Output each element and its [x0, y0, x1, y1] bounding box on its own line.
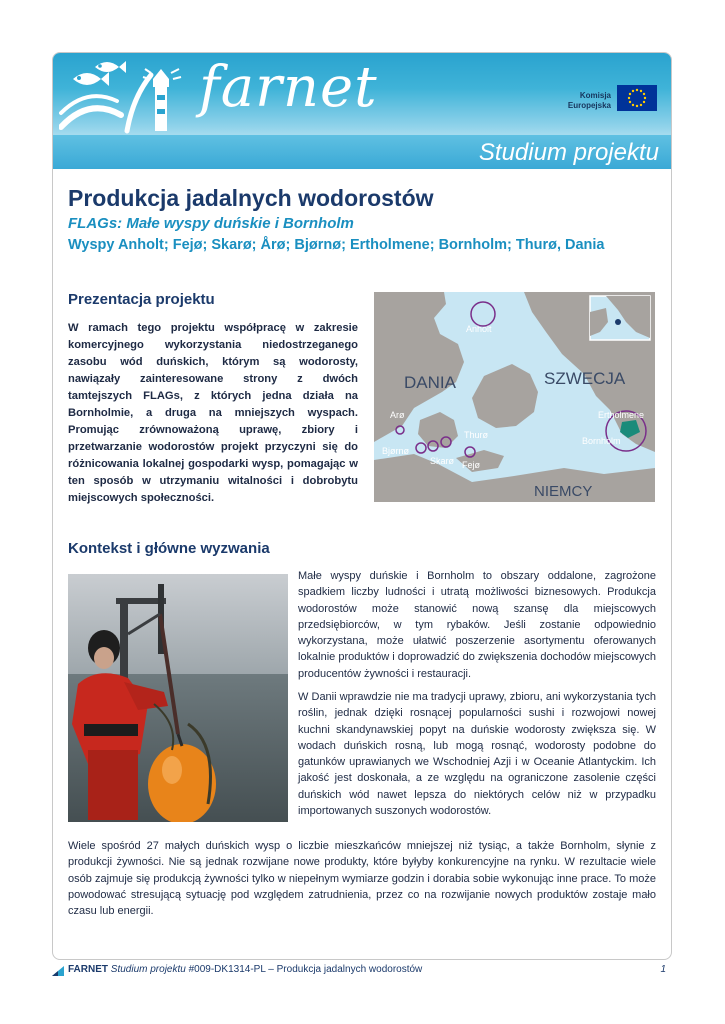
header-banner	[53, 53, 672, 171]
map-label-bjorno: Bjørnø	[382, 446, 409, 456]
map-label-skaro: Skarø	[430, 456, 455, 466]
footer-logo-icon	[52, 966, 64, 976]
commission-line-1: Komisja	[579, 91, 611, 100]
commission-label	[568, 91, 611, 111]
farnet-wordmark: farnet	[199, 55, 378, 120]
footer	[52, 962, 672, 982]
map-label-aro: Arø	[390, 410, 405, 420]
footer-series: Studium projektu	[110, 964, 186, 975]
seaweed-harvest-photo	[68, 574, 288, 822]
footer-text	[68, 964, 422, 975]
map-label-niemcy: NIEMCY	[534, 483, 593, 500]
context-paragraph-1: Małe wyspy duńskie i Bornholm to obszary oddalone, zagrożone spadkiem liczby ludności i utratą możliwości biznesowych. Produkcja wodorostów może stanowić nową szansę dla miejscowych przedsiębiorców, w tym rybaków. Jeśli zostanie odpowiednio wykorzystana, może ułatwić poszerzenie asortymentu oferowanych lokalnie produktów i doprowadzić do zwiększenia dochodów miejscowych producentów żywności i restauracji.	[298, 570, 656, 680]
map-inset-marker	[615, 319, 621, 325]
map-label-thuro: Thurø	[464, 430, 489, 440]
eu-flag-icon	[617, 85, 657, 111]
footer-brand: FARNET	[68, 964, 108, 975]
islands-subtitle: Wyspy Anholt; Fejø; Skarø; Årø; Bjørnø; Ertholmene; Bornholm; Thurø, Dania	[68, 237, 605, 253]
commission-line-2: Europejska	[567, 101, 611, 110]
footer-reference: #009-DK1314-PL – Produkcja jadalnych wodorostów	[188, 964, 423, 975]
map-label-bornholm: Bornholm	[582, 436, 621, 446]
context-heading: Kontekst i główne wyzwania	[68, 540, 270, 557]
map-label-anholt: Anholt	[466, 324, 492, 334]
page-number: 1	[660, 964, 666, 975]
header-subtitle: Studium projektu	[478, 139, 659, 166]
map-label-szwecja: SZWECJA	[544, 369, 626, 388]
presentation-heading: Prezentacja projektu	[68, 291, 215, 308]
context-paragraph-2: W Danii wprawdzie nie ma tradycji uprawy, zbioru, ani wykorzystania tych roślin, jednak dzięki rosnącej popularności sushi i rozwojowi nowej kuchni skandynawskiej popyt na duńskie wodorosty zwiększa się. W wodach duńskich rosną, lub mogą rosnąć, wodorosty podobne do gatunków uprawianych we Wschodniej Azji i w Oceanie Atlantyckim. Ich jakość jest doskonała, a ze względu na ograniczone zasolenie części duńskich wód nawet lepsza do niektórych celów niż w przypadku importowanych suszonych wodorostów.	[298, 691, 656, 818]
context-paragraph-3: Wiele spośród 27 małych duńskich wysp o liczbie mieszkańców mniejszej niż tysiąc, a także Bornholm, słynie z produkcji żywności. Nie są jednak rozwijane nowe produkty, które byłyby konkurencyjne na rynku. W rezultacie wiele osób zajmuje się produkcją żywności tylko w niepełnym wymiarze godzin i dorabia sobie wykonując inne prace. To może powodować stresującą sytuację pod względem zatrudnienia, przez co na rozwijanie nowych produktów zostaje mało czasu lub energii.	[68, 840, 656, 918]
presentation-text: W ramach tego projektu współpracę w zakresie komercyjnego wykorzystania niedostrzeganego zasobu wód duńskich, którym są wodorosty, nawiązały zainteresowane strony z dwóch tamtejszych FLAGs, z których jedna działa na Bornholmie, a druga na mniejszych wyspach. Promując zrównoważoną uprawę, zbiory i przetwarzanie wodorostów projekt przyczyni się do różnicowania lokalnej gospodarki wysp, pomagając w ten sposób w utrzymaniu witalności i dobrobytu miejscowych społeczności.	[68, 322, 358, 504]
map-label-fejo: Fejø	[462, 460, 480, 470]
map-label-dania: DANIA	[404, 373, 456, 392]
farnet-logo-icon	[59, 57, 199, 135]
map-label-ertholmene: Ertholmene	[598, 410, 645, 420]
denmark-map	[374, 292, 655, 502]
page-title: Produkcja jadalnych wodorostów	[68, 185, 434, 211]
flags-subtitle: FLAGs: Małe wyspy duńskie i Bornholm	[68, 215, 354, 232]
